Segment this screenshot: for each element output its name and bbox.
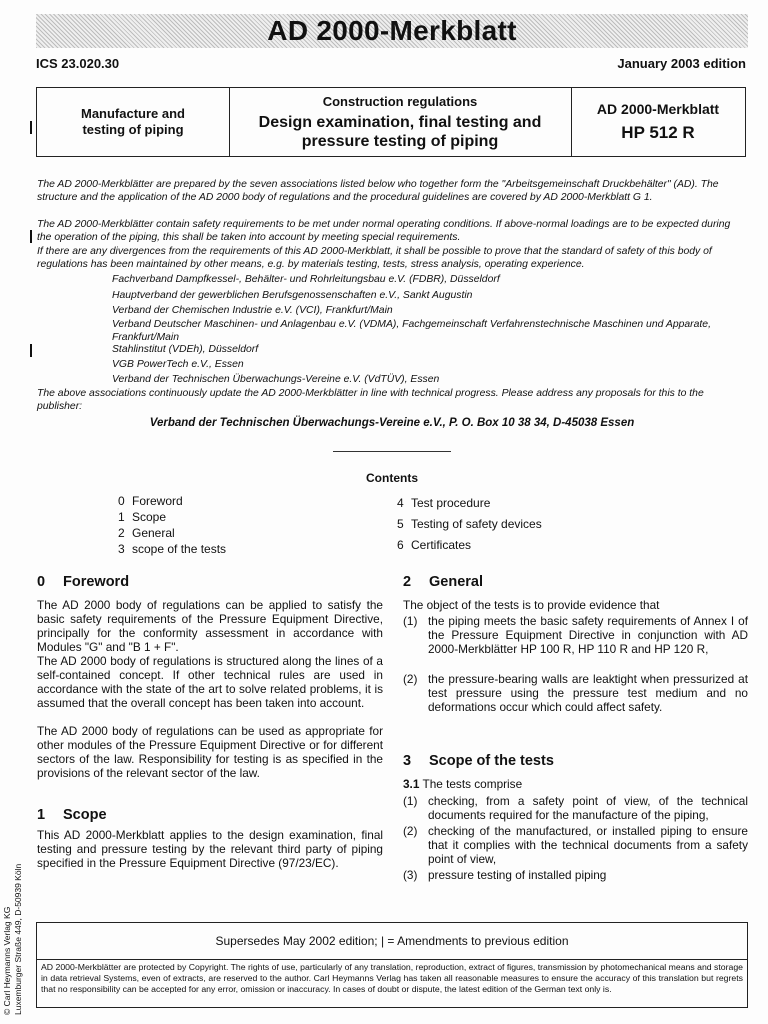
toc-num: 4 xyxy=(397,496,404,510)
supersedes-box xyxy=(36,922,748,960)
side-line-1: © Carl Heymanns Verlag KG xyxy=(2,906,12,1015)
contents-heading: Contents xyxy=(366,471,418,485)
header-box-subject xyxy=(229,88,572,156)
header-box-code xyxy=(571,88,745,156)
list-number: (1) xyxy=(403,614,418,628)
list-number: (3) xyxy=(403,868,418,882)
toc-item[interactable] xyxy=(118,525,226,541)
toc-item[interactable] xyxy=(397,493,542,514)
divider xyxy=(333,451,451,452)
association-item: VGB PowerTech e.V., Essen xyxy=(112,359,244,370)
toc-label: Foreword xyxy=(132,494,183,508)
list-text: checking of the manufactured, or installed piping to ensure that it complies with the technical documents from a safety point of view, xyxy=(428,824,748,866)
scope-paragraph: This AD 2000-Merkblatt applies to the design examination, final testing and pressure testing by the relevant third party of piping specified in the Pressure Equipment Directive (97/23/EC). xyxy=(37,828,383,870)
merkblatt-label: AD 2000-Merkblatt xyxy=(596,101,720,117)
list-text: checking, from a safety point of view, of the technical documents required for the manufacture of the piping, xyxy=(428,794,748,822)
section-number: 3 xyxy=(403,753,412,769)
toc-label: Scope xyxy=(132,510,167,524)
toc-item[interactable] xyxy=(397,514,542,535)
toc-item[interactable] xyxy=(397,535,542,556)
contents-list-right xyxy=(397,493,542,556)
subsection-text: The tests comprise xyxy=(422,777,523,791)
list-item xyxy=(403,614,748,656)
document-title: AD 2000-Merkblatt xyxy=(267,15,517,46)
title-band xyxy=(36,14,748,48)
toc-num: 2 xyxy=(118,526,125,540)
tests-intro xyxy=(403,777,748,791)
header-box-topic xyxy=(37,88,230,156)
list-item xyxy=(403,868,748,882)
amendment-bar xyxy=(30,230,32,243)
section-number: 0 xyxy=(37,574,46,590)
foreword-paragraph-2: The AD 2000 body of regulations is structured along the lines of a self-contained concept. If other technical rules are used in accordance with the state of the art to solve related problems, it is assumed that the overall concept has been taken into account. xyxy=(37,654,383,710)
edition-date: January 2003 edition xyxy=(617,56,746,71)
toc-item[interactable] xyxy=(118,541,226,557)
list-item xyxy=(403,794,748,822)
list-text: the piping meets the basic safety requirements of Annex I of the Pressure Equipment Directive in conjunction with AD 2000-Merkblätter HP 100 R, HP 110 R and HP 120 R, xyxy=(428,614,748,656)
association-item: Verband Deutscher Maschinen- und Anlagenbau e.V. (VDMA), Fachgemeinschaft Verfahrenstechnische Maschinen und Apparate, Frankfurt/Main xyxy=(112,319,711,343)
section-title: General xyxy=(429,574,483,590)
section-title: Scope xyxy=(63,807,107,823)
section-heading-foreword xyxy=(37,574,129,590)
association-item: Verband der Chemischen Industrie e.V. (VCI), Frankfurt/Main xyxy=(112,305,393,316)
merkblatt-code: HP 512 R xyxy=(621,123,695,142)
amendment-bar xyxy=(30,121,32,134)
section-title: Scope of the tests xyxy=(429,753,554,769)
general-intro: The object of the tests is to provide evidence that xyxy=(403,598,660,612)
section-title: Foreword xyxy=(63,574,130,590)
toc-num: 3 xyxy=(118,542,125,556)
section-number: 2 xyxy=(403,574,412,590)
supersedes-text: Supersedes May 2002 edition; | = Amendments to previous edition xyxy=(215,934,569,948)
amendment-bar xyxy=(30,344,32,357)
toc-num: 1 xyxy=(118,510,125,524)
list-item xyxy=(403,824,748,866)
toc-label: General xyxy=(132,526,175,540)
list-number: (2) xyxy=(403,672,418,686)
toc-label: Testing of safety devices xyxy=(411,517,542,531)
intro-paragraph-3: If there are any divergences from the requirements of this AD 2000-Merkblatt, it shall be possible to prove that the standard of safety of this body of regulations has been maintained by other means, e.g. by materials testing, tests, stress analysis, operating experience. xyxy=(37,246,712,270)
toc-num: 0 xyxy=(118,494,125,508)
intro-paragraph-1: The AD 2000-Merkblätter are prepared by the seven associations listed below who together form the "Arbeitsgemeinschaft Druckbehälter" (AD). The structure and the application of the AD 2000 body of regulations and the procedural guidelines are covered by AD 2000-Merkblatt G 1. xyxy=(37,179,719,203)
section-heading-scope xyxy=(37,807,107,823)
association-item: Stahlinstitut (VDEh), Düsseldorf xyxy=(112,344,259,355)
association-item: Fachverband Dampfkessel-, Behälter- und Rohrleitungsbau e.V. (FDBR), Düsseldorf xyxy=(112,274,500,285)
publisher-side-text xyxy=(2,815,30,1015)
publisher-address: Verband der Technischen Überwachungs-Vereine e.V., P. O. Box 10 38 34, D-45038 Essen xyxy=(149,417,635,429)
subsection-number: 3.1 xyxy=(403,777,420,791)
list-text: the pressure-bearing walls are leaktight when pressurized at test pressure using the pressure test medium and no deformations occur which could affect safety. xyxy=(428,672,748,714)
side-line-2: Luxemburger Straße 449, D-50939 Köln xyxy=(13,863,23,1015)
toc-label: scope of the tests xyxy=(132,542,227,556)
toc-label: Certificates xyxy=(411,538,472,552)
section-number: 1 xyxy=(37,807,46,823)
toc-item[interactable] xyxy=(118,493,226,509)
foreword-paragraph-1: The AD 2000 body of regulations can be applied to satisfy the basic safety requirements of the Pressure Equipment Directive, principally for the conformity assessment in accordance with Modules "G" and "B 1 + F". xyxy=(37,598,383,654)
toc-label: Test procedure xyxy=(411,496,491,510)
list-item xyxy=(403,672,748,714)
intro-paragraph-2: The AD 2000-Merkblätter contain safety requirements to be met under normal operating conditions. If above-normal loadings are to be expected during the operation of the piping, this shall be taken into account by meeting special requirements. xyxy=(37,219,731,243)
regulation-type: Construction regulations xyxy=(322,93,478,109)
header-box xyxy=(36,87,746,157)
section-heading-tests xyxy=(403,753,554,769)
foreword-paragraph-3: The AD 2000 body of regulations can be used as appropriate for other modules of the Pressure Equipment Directive or for different sectors of the law. Responsibility for testing is as specified in the provisions of the relevant sector of the law. xyxy=(37,724,383,780)
toc-num: 6 xyxy=(397,538,404,552)
association-item: Verband der Technischen Überwachungs-Vereine e.V. (VdTÜV), Essen xyxy=(112,374,440,385)
copyright-notice: AD 2000-Merkblätter are protected by Copyright. The rights of use, particularly of any translation, reproduction, extract of figures, transmission by photomechanical means and storage in data retrieval Systems, even of extracts, are reserved to the author. Carl Heymanns Verlag has taken all reasonable measures to ensure the accuracy of this translation but regrets that no responsibility can be accepted for any error, omission or inaccuracy. In cases of doubt or dispute, the latest edition of the German text only is. xyxy=(36,960,748,1008)
contents-list-left xyxy=(118,493,226,557)
document-subject: Design examination, final testing and pressure testing of piping xyxy=(258,113,542,150)
association-item: Hauptverband der gewerblichen Berufsgenossenschaften e.V., Sankt Augustin xyxy=(112,290,473,301)
toc-num: 5 xyxy=(397,517,404,531)
intro-paragraph-4: The above associations continuously update the AD 2000-Merkblätter in line with technical progress. Please address any proposals for this to the publisher: xyxy=(37,388,704,412)
section-heading-general xyxy=(403,574,483,590)
list-text: pressure testing of installed piping xyxy=(428,868,607,882)
toc-item[interactable] xyxy=(118,509,226,525)
topic-text: Manufacture and testing of piping xyxy=(80,106,185,137)
ics-code: ICS 23.020.30 xyxy=(36,56,120,71)
list-number: (2) xyxy=(403,824,418,838)
list-number: (1) xyxy=(403,794,418,808)
